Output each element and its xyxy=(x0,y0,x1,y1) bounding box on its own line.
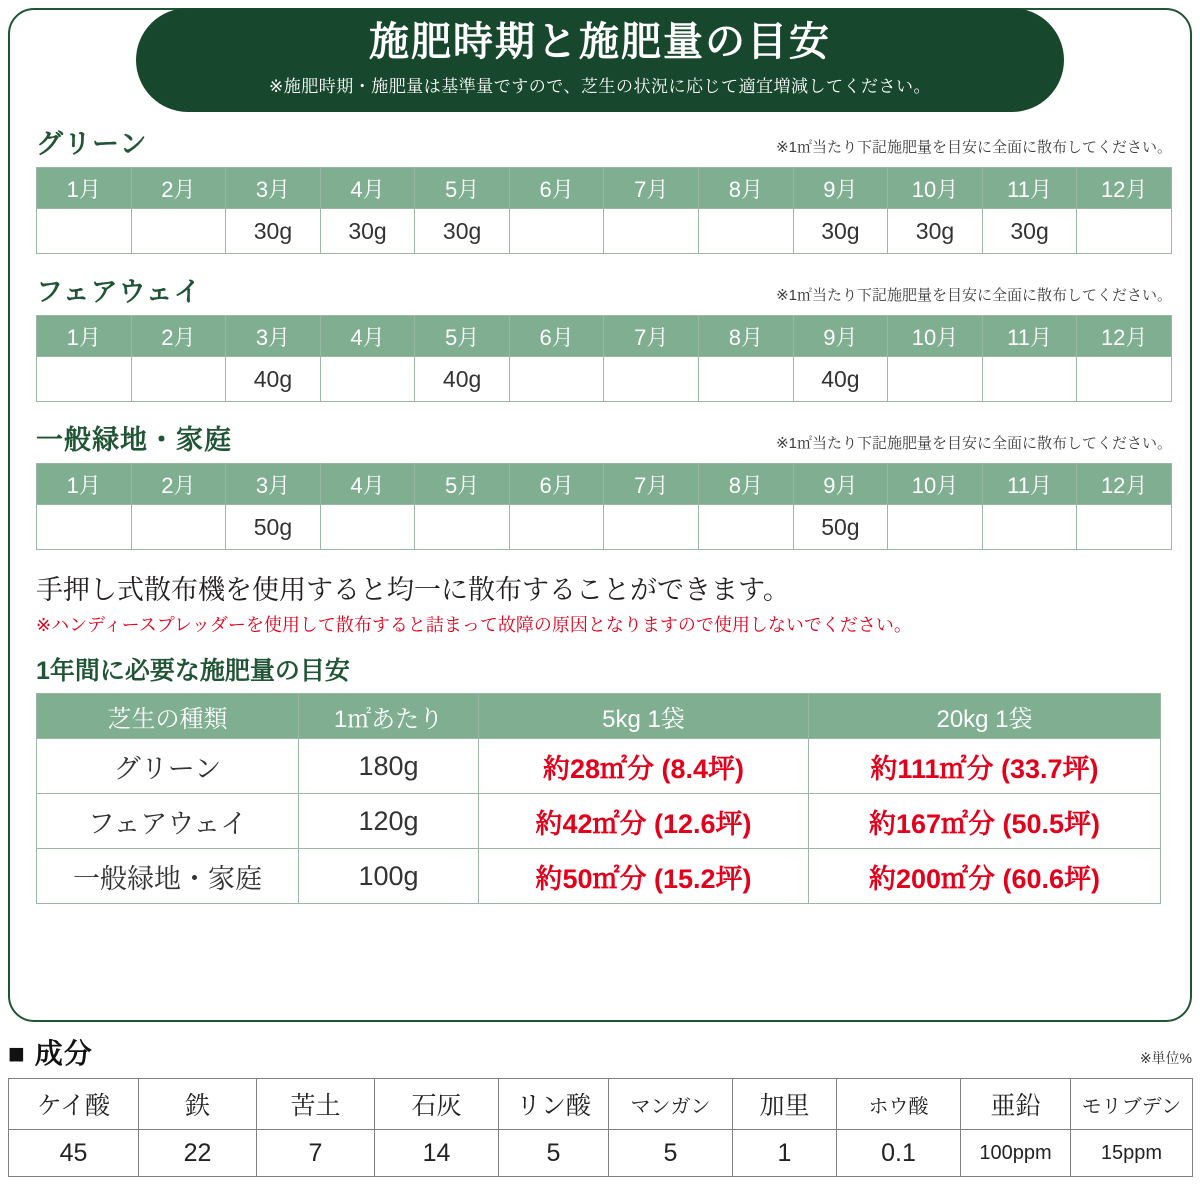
month-header-cell: 3月 xyxy=(226,316,321,357)
month-header-cell: 8月 xyxy=(699,464,794,505)
component-header-cell: ホウ酸 xyxy=(837,1079,961,1130)
month-header-cell: 2月 xyxy=(131,168,226,209)
table-row xyxy=(37,739,1161,794)
component-value-cell: 7 xyxy=(257,1130,375,1177)
dose-cell xyxy=(131,209,226,254)
dose-cell: 40g xyxy=(226,357,321,402)
yearly-persqm-cell: 120g xyxy=(299,794,479,849)
section-green-title: グリーン xyxy=(36,129,148,159)
dose-cell xyxy=(509,209,604,254)
page-title: 施肥時期と施肥量の目安 xyxy=(369,20,831,64)
yearly-persqm-cell: 100g xyxy=(299,849,479,904)
spreader-note: 手押し式散布機を使用すると均一に散布することができます。 xyxy=(36,575,790,605)
page-subtitle: ※施肥時期・施肥量は基準量ですので、芝生の状況に応じて適宜増減してください。 xyxy=(269,77,931,96)
yearly-type-cell: グリーン xyxy=(37,739,299,794)
table-row-header xyxy=(37,316,1172,357)
dose-cell xyxy=(509,505,604,550)
table-row xyxy=(37,794,1161,849)
dose-cell xyxy=(131,357,226,402)
dose-cell xyxy=(320,357,415,402)
dose-cell xyxy=(37,505,132,550)
dose-cell xyxy=(1077,505,1172,550)
yearly-bag5-cell: 約50㎡分 (15.2坪) xyxy=(479,849,809,904)
section-green-note: ※1㎡当たり下記施肥量を目安に全面に散布してください。 xyxy=(776,139,1172,156)
section-general-head xyxy=(36,418,1172,457)
dose-cell xyxy=(699,505,794,550)
components-head xyxy=(8,1032,1192,1072)
dose-cell xyxy=(888,357,983,402)
yearly-type-cell: 一般緑地・家庭 xyxy=(37,849,299,904)
main-content xyxy=(36,122,1172,904)
month-header-cell: 1月 xyxy=(37,168,132,209)
component-value-cell: 45 xyxy=(9,1130,139,1177)
month-header-cell: 9月 xyxy=(793,168,888,209)
components-table xyxy=(8,1078,1193,1177)
month-header-cell: 2月 xyxy=(131,316,226,357)
dose-cell xyxy=(604,357,699,402)
component-header-cell: モリブデン xyxy=(1071,1079,1193,1130)
month-header-cell: 4月 xyxy=(320,316,415,357)
component-header-cell: リン酸 xyxy=(499,1079,609,1130)
month-table-green xyxy=(36,167,1172,254)
month-header-cell: 12月 xyxy=(1077,464,1172,505)
section-general xyxy=(36,418,1172,550)
yearly-title: 1年間に必要な施肥量の目安 xyxy=(36,657,350,685)
yearly-header-cell: 芝生の種類 xyxy=(37,694,299,739)
dose-cell: 40g xyxy=(415,357,510,402)
month-header-cell: 6月 xyxy=(509,168,604,209)
month-header-cell: 11月 xyxy=(982,316,1077,357)
dose-cell xyxy=(415,505,510,550)
dose-cell: 30g xyxy=(320,209,415,254)
component-header-cell: 石灰 xyxy=(375,1079,499,1130)
dose-cell: 50g xyxy=(226,505,321,550)
dose-cell xyxy=(699,357,794,402)
section-green xyxy=(36,122,1172,254)
component-value-cell: 14 xyxy=(375,1130,499,1177)
component-value-cell: 15ppm xyxy=(1071,1130,1193,1177)
month-header-cell: 3月 xyxy=(226,168,321,209)
components-section xyxy=(8,1032,1192,1177)
table-row-header xyxy=(9,1079,1193,1130)
month-header-cell: 8月 xyxy=(699,316,794,357)
component-header-cell: 苦土 xyxy=(257,1079,375,1130)
dose-cell xyxy=(699,209,794,254)
dose-cell xyxy=(1077,209,1172,254)
month-header-cell: 10月 xyxy=(888,168,983,209)
components-title: ■ 成分 xyxy=(8,1038,93,1069)
dose-cell: 40g xyxy=(793,357,888,402)
yearly-persqm-cell: 180g xyxy=(299,739,479,794)
dose-cell xyxy=(888,505,983,550)
month-header-cell: 4月 xyxy=(320,464,415,505)
dose-cell xyxy=(131,505,226,550)
dose-cell xyxy=(982,505,1077,550)
dose-cell xyxy=(604,209,699,254)
dose-cell xyxy=(320,505,415,550)
month-header-cell: 8月 xyxy=(699,168,794,209)
header-banner xyxy=(136,8,1064,112)
dose-cell: 30g xyxy=(888,209,983,254)
month-header-cell: 4月 xyxy=(320,168,415,209)
yearly-bag20-cell: 約111㎡分 (33.7坪) xyxy=(809,739,1161,794)
component-value-cell: 5 xyxy=(499,1130,609,1177)
yearly-amount-table xyxy=(36,693,1161,904)
month-header-cell: 6月 xyxy=(509,316,604,357)
component-header-cell: マンガン xyxy=(609,1079,733,1130)
table-row xyxy=(37,849,1161,904)
table-row-header xyxy=(37,168,1172,209)
month-header-cell: 9月 xyxy=(793,464,888,505)
component-value-cell: 22 xyxy=(139,1130,257,1177)
component-header-cell: 亜鉛 xyxy=(961,1079,1071,1130)
yearly-bag20-cell: 約200㎡分 (60.6坪) xyxy=(809,849,1161,904)
warning-note: ※ハンディースプレッダーを使用して散布すると詰まって故障の原因となりますので使用しないでください。 xyxy=(36,615,912,635)
component-header-cell: 加里 xyxy=(733,1079,837,1130)
yearly-bag5-cell: 約28㎡分 (8.4坪) xyxy=(479,739,809,794)
month-table-general xyxy=(36,463,1172,550)
section-fairway-note: ※1㎡当たり下記施肥量を目安に全面に散布してください。 xyxy=(776,287,1172,304)
month-header-cell: 11月 xyxy=(982,168,1077,209)
month-header-cell: 7月 xyxy=(604,316,699,357)
yearly-header-cell: 5kg 1袋 xyxy=(479,694,809,739)
month-header-cell: 12月 xyxy=(1077,316,1172,357)
month-header-cell: 5月 xyxy=(415,168,510,209)
component-value-cell: 1 xyxy=(733,1130,837,1177)
month-header-cell: 12月 xyxy=(1077,168,1172,209)
table-row xyxy=(37,357,1172,402)
dose-cell xyxy=(37,357,132,402)
component-header-cell: ケイ酸 xyxy=(9,1079,139,1130)
table-row xyxy=(37,209,1172,254)
table-row-header xyxy=(37,694,1161,739)
month-header-cell: 5月 xyxy=(415,464,510,505)
section-fairway-head xyxy=(36,270,1172,309)
dose-cell xyxy=(604,505,699,550)
dose-cell: 30g xyxy=(982,209,1077,254)
yearly-bag5-cell: 約42㎡分 (12.6坪) xyxy=(479,794,809,849)
table-row xyxy=(9,1130,1193,1177)
dose-cell xyxy=(37,209,132,254)
month-header-cell: 10月 xyxy=(888,464,983,505)
section-fairway-title: フェアウェイ xyxy=(36,277,202,307)
yearly-header-cell: 1㎡あたり xyxy=(299,694,479,739)
month-header-cell: 6月 xyxy=(509,464,604,505)
dose-cell: 50g xyxy=(793,505,888,550)
month-header-cell: 7月 xyxy=(604,168,699,209)
month-header-cell: 11月 xyxy=(982,464,1077,505)
table-row-header xyxy=(37,464,1172,505)
component-header-cell: 鉄 xyxy=(139,1079,257,1130)
month-table-fairway xyxy=(36,315,1172,402)
month-header-cell: 1月 xyxy=(37,464,132,505)
dose-cell xyxy=(982,357,1077,402)
section-general-title: 一般緑地・家庭 xyxy=(36,425,232,455)
month-header-cell: 10月 xyxy=(888,316,983,357)
dose-cell: 30g xyxy=(793,209,888,254)
section-fairway xyxy=(36,270,1172,402)
month-header-cell: 9月 xyxy=(793,316,888,357)
component-value-cell: 100ppm xyxy=(961,1130,1071,1177)
dose-cell xyxy=(509,357,604,402)
month-header-cell: 7月 xyxy=(604,464,699,505)
month-header-cell: 3月 xyxy=(226,464,321,505)
component-value-cell: 5 xyxy=(609,1130,733,1177)
month-header-cell: 2月 xyxy=(131,464,226,505)
component-value-cell: 0.1 xyxy=(837,1130,961,1177)
section-green-head xyxy=(36,122,1172,161)
table-row xyxy=(37,505,1172,550)
dose-cell xyxy=(1077,357,1172,402)
month-header-cell: 5月 xyxy=(415,316,510,357)
yearly-header-cell: 20kg 1袋 xyxy=(809,694,1161,739)
components-unit-note: ※単位% xyxy=(1139,1050,1192,1066)
yearly-bag20-cell: 約167㎡分 (50.5坪) xyxy=(809,794,1161,849)
dose-cell: 30g xyxy=(415,209,510,254)
yearly-type-cell: フェアウェイ xyxy=(37,794,299,849)
dose-cell: 30g xyxy=(226,209,321,254)
section-general-note: ※1㎡当たり下記施肥量を目安に全面に散布してください。 xyxy=(776,435,1172,452)
month-header-cell: 1月 xyxy=(37,316,132,357)
